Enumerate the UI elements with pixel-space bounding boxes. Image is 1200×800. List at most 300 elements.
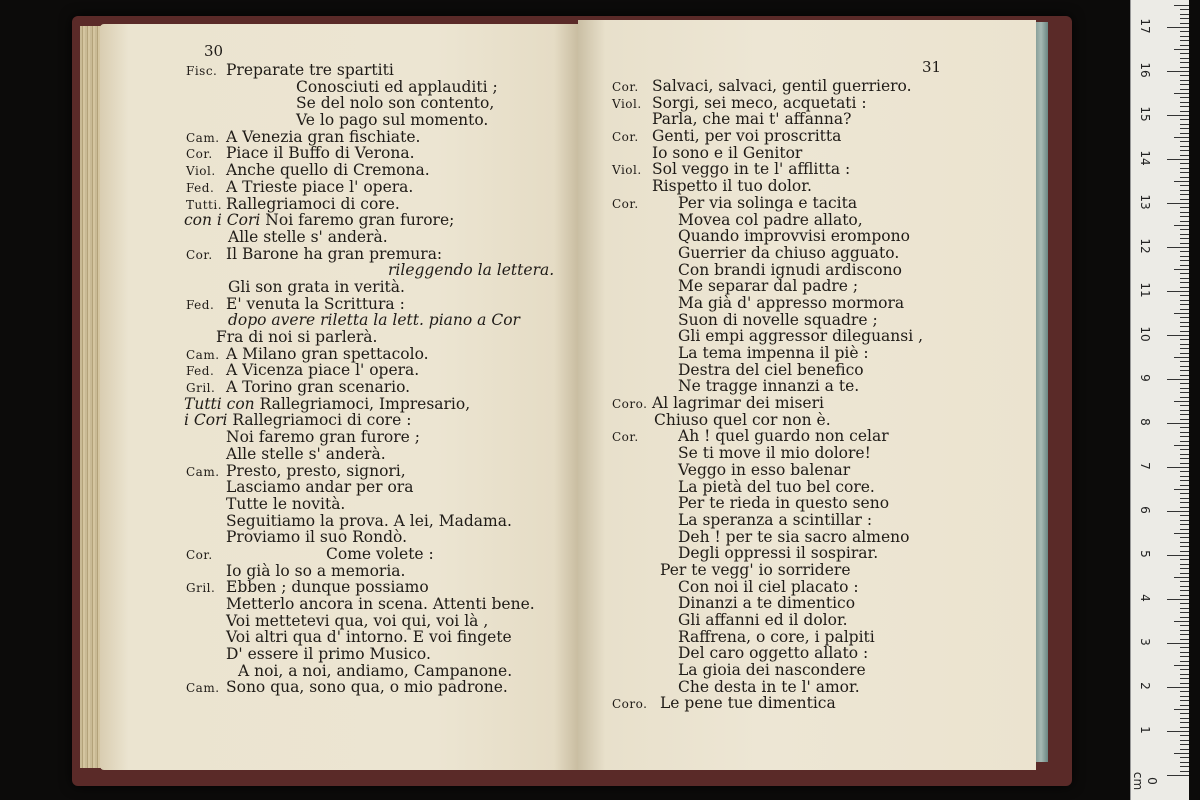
measuring-ruler <box>1130 0 1189 800</box>
ruler-tick <box>1180 612 1189 613</box>
verse-text: Le pene tue dimentica <box>660 694 836 713</box>
ruler-tick <box>1180 705 1189 706</box>
ruler-tick <box>1180 427 1189 428</box>
verse-text: Chiuso quel cor non è. <box>654 410 831 429</box>
text-line <box>186 479 554 496</box>
ruler-tick <box>1180 405 1189 406</box>
ruler-tick <box>1180 265 1189 266</box>
ruler-tick <box>1180 361 1189 362</box>
verse-text: Presto, presto, signori, <box>226 461 406 480</box>
ruler-tick <box>1167 27 1189 28</box>
text-line <box>186 396 554 413</box>
verse-text: Noi faremo gran furore ; <box>226 428 420 447</box>
verse-text: Dinanzi a te dimentico <box>678 594 856 613</box>
verse-text: A Venezia gran fischiate. <box>226 127 421 146</box>
ruler-label: 0 cm <box>1131 771 1159 791</box>
speaker-label: Cor. <box>186 547 213 562</box>
ruler-tick <box>1180 18 1189 19</box>
ruler-tick <box>1180 432 1189 433</box>
verse-text: La gioia dei nascondere <box>678 661 866 680</box>
ruler-tick <box>1174 621 1189 622</box>
ruler-tick <box>1180 172 1189 173</box>
ruler-tick <box>1180 722 1189 723</box>
text-line <box>186 579 554 596</box>
ruler-tick <box>1180 454 1189 455</box>
ruler-tick <box>1167 291 1189 292</box>
verse-text: Sorgi, sei meco, acquetati : <box>652 93 867 112</box>
speaker-label: Fed. <box>186 364 215 379</box>
verse-text: Salvaci, salvaci, gentil guerriero. <box>652 77 912 95</box>
verse-text: A Torino gran scenario. <box>226 378 411 397</box>
ruler-tick <box>1180 62 1189 63</box>
ruler-label: 17 <box>1138 18 1152 34</box>
ruler-tick <box>1180 410 1189 411</box>
ruler-tick <box>1180 678 1189 679</box>
verse-text: La speranza a scintillar : <box>678 510 873 529</box>
speaker-label: Viol. <box>186 164 216 179</box>
verse-text: Suon di novelle squadre ; <box>678 310 878 329</box>
text-line <box>612 629 923 646</box>
ruler-tick <box>1180 524 1189 525</box>
ruler-tick <box>1180 661 1189 662</box>
verse-text: Guerrier da chiuso agguato. <box>678 243 900 262</box>
verse-text: Anche quello di Cremona. <box>226 161 430 180</box>
verse-text: Per via solinga e tacita <box>678 193 858 212</box>
ruler-tick <box>1180 590 1189 591</box>
verse-text: Veggo in esso balenar <box>678 460 851 479</box>
verse-text: Gli empi aggressor dileguansi , <box>678 327 924 346</box>
ruler-tick <box>1180 168 1189 169</box>
text-line <box>612 161 923 178</box>
verse-text: Rallegriamoci di core. <box>226 194 400 213</box>
ruler-label: 1 <box>1138 726 1152 734</box>
ruler-tick <box>1180 744 1189 745</box>
ruler-tick <box>1180 388 1189 389</box>
text-line <box>612 328 923 345</box>
verse-text: Se del nolo son contento, <box>296 94 495 113</box>
ruler-tick <box>1180 295 1189 296</box>
ruler-tick <box>1180 463 1189 464</box>
ruler-tick <box>1180 309 1189 310</box>
verse-text: La tema impenna il piè : <box>678 344 869 362</box>
ruler-label: 11 <box>1138 282 1152 298</box>
text-line <box>612 612 923 629</box>
text-line <box>186 196 554 213</box>
speaker-label: Tutti. <box>186 197 223 212</box>
text-line <box>186 679 554 696</box>
text-line <box>612 562 923 579</box>
speaker-label: Viol. <box>612 96 642 111</box>
verse-text: Gli affanni ed il dolor. <box>678 611 848 629</box>
text-line <box>612 662 923 679</box>
ruler-tick <box>1180 344 1189 345</box>
speaker-label: Cam. <box>186 464 220 479</box>
speaker-label: Cor. <box>612 80 639 94</box>
page-number-right: 31 <box>922 58 942 76</box>
ruler-tick <box>1180 287 1189 288</box>
verse-text: Lasciamo andar per ora <box>226 478 414 497</box>
text-line <box>612 228 923 245</box>
text-line <box>612 345 923 362</box>
left-page-text <box>186 62 554 696</box>
verse-text: Seguitiamo la prova. A lei, Madama. <box>226 511 512 530</box>
ruler-label: 16 <box>1138 62 1152 78</box>
speaker-label: Fisc. <box>186 64 218 78</box>
ruler-tick <box>1180 326 1189 327</box>
ruler-tick <box>1167 203 1189 204</box>
ruler-tick <box>1180 317 1189 318</box>
ruler-tick <box>1180 449 1189 450</box>
verse-text: Movea col padre allato, <box>678 210 863 229</box>
text-line <box>612 195 923 212</box>
ruler-tick <box>1180 586 1189 587</box>
ruler-tick <box>1180 36 1189 37</box>
ruler-tick <box>1180 282 1189 283</box>
ruler-label: 14 <box>1138 150 1152 166</box>
ruler-tick <box>1180 221 1189 222</box>
verse-text: con i Cori Noi faremo gran furore; <box>184 211 455 230</box>
text-line <box>612 312 923 329</box>
verse-text: Proviamo il suo Rondò. <box>226 528 408 547</box>
ruler-tick <box>1180 23 1189 24</box>
ruler-tick <box>1180 89 1189 90</box>
ruler-tick <box>1180 190 1189 191</box>
speaker-label: Coro. <box>612 397 648 412</box>
ruler-tick <box>1180 458 1189 459</box>
verse-text: dopo avere riletta la lett. piano a Cor <box>228 311 520 330</box>
ruler-tick <box>1167 467 1189 468</box>
text-line <box>612 78 923 95</box>
speaker-label: Cor. <box>612 430 639 445</box>
ruler-label: 4 <box>1138 594 1152 602</box>
verse-text: D' essere il primo Musico. <box>226 645 431 664</box>
speaker-label: Cam. <box>186 681 220 696</box>
verse-text: Destra del ciel benefico <box>678 360 864 379</box>
ruler-tick <box>1180 251 1189 252</box>
ruler-tick <box>1180 133 1189 134</box>
verse-text: Ah ! quel guardo non celar <box>678 427 889 446</box>
verse-text: Con brandi ignudi ardiscono <box>678 260 902 279</box>
ruler-tick <box>1180 199 1189 200</box>
verse-text: A Milano gran spettacolo. <box>226 344 429 363</box>
ruler-tick <box>1180 559 1189 560</box>
ruler-tick <box>1180 128 1189 129</box>
ruler-tick <box>1180 696 1189 697</box>
text-line <box>186 246 554 263</box>
text-line <box>612 679 923 696</box>
ruler-tick <box>1180 207 1189 208</box>
ruler-tick <box>1180 80 1189 81</box>
text-line <box>186 529 554 546</box>
text-line <box>186 179 554 196</box>
verse-text: Conosciuti ed applauditi ; <box>296 77 498 96</box>
text-line <box>612 262 923 279</box>
ruler-tick <box>1180 243 1189 244</box>
ruler-label: 13 <box>1138 194 1152 210</box>
verse-text: Piace il Buffo di Verona. <box>226 144 415 163</box>
ruler-tick <box>1180 674 1189 675</box>
text-line <box>186 162 554 179</box>
text-line <box>612 378 923 395</box>
ruler-tick <box>1174 665 1189 666</box>
verse-text: Voi altri qua d' intorno. E voi fingete <box>226 628 512 647</box>
text-line <box>186 646 554 663</box>
ruler-tick <box>1174 313 1189 314</box>
ruler-tick <box>1180 119 1189 120</box>
ruler-tick <box>1180 304 1189 305</box>
text-line <box>612 95 923 112</box>
text-line <box>186 463 554 480</box>
ruler-tick <box>1180 353 1189 354</box>
ruler-tick <box>1180 212 1189 213</box>
ruler-tick <box>1180 414 1189 415</box>
left-page <box>100 24 578 770</box>
text-line <box>186 446 554 463</box>
ruler-tick <box>1180 520 1189 521</box>
speaker-label: Cor. <box>612 130 639 145</box>
ruler-tick <box>1180 45 1189 46</box>
ruler-tick <box>1180 480 1189 481</box>
ruler-tick <box>1180 727 1189 728</box>
text-line <box>186 546 554 563</box>
ruler-tick <box>1180 278 1189 279</box>
text-line <box>186 412 554 429</box>
text-line <box>612 128 923 145</box>
ruler-tick <box>1180 581 1189 582</box>
text-line <box>186 362 554 379</box>
ruler-tick <box>1174 489 1189 490</box>
ruler-tick <box>1180 392 1189 393</box>
ruler-label: 9 <box>1138 374 1152 382</box>
ruler-tick <box>1180 348 1189 349</box>
ruler-tick <box>1180 766 1189 767</box>
verse-text: Che desta in te l' amor. <box>678 677 860 696</box>
ruler-label: 5 <box>1138 550 1152 558</box>
ruler-tick <box>1180 111 1189 112</box>
verse-text: Io sono e il Genitor <box>652 143 803 162</box>
text-line <box>612 428 923 445</box>
ruler-tick <box>1167 71 1189 72</box>
ruler-tick <box>1174 533 1189 534</box>
verse-text: La pietà del tuo bel core. <box>678 477 875 496</box>
ruler-tick <box>1180 700 1189 701</box>
text-line <box>612 395 923 412</box>
text-line <box>186 129 554 146</box>
ruler-tick <box>1180 573 1189 574</box>
verse-text: Sono qua, sono qua, o mio padrone. <box>226 678 508 697</box>
text-line <box>186 613 554 630</box>
text-line <box>186 329 554 346</box>
ruler-tick <box>1180 124 1189 125</box>
verse-text: Parla, che mai t' affanna? <box>652 110 852 129</box>
verse-text: A noi, a noi, andiamo, Campanone. <box>238 661 513 680</box>
ruler-tick <box>1180 106 1189 107</box>
text-line <box>186 346 554 363</box>
ruler-tick <box>1180 53 1189 54</box>
ruler-tick <box>1180 84 1189 85</box>
verse-text: rileggendo la lettera. <box>388 261 555 280</box>
text-line <box>186 496 554 513</box>
verse-text: Tutte le novità. <box>226 494 346 513</box>
speaker-label: Cor. <box>186 147 213 162</box>
speaker-label: Cam. <box>186 130 220 145</box>
text-line <box>612 245 923 262</box>
ruler-tick <box>1180 498 1189 499</box>
text-line <box>612 512 923 529</box>
ruler-tick <box>1180 67 1189 68</box>
ruler-label: 12 <box>1138 238 1152 254</box>
ruler-tick <box>1180 564 1189 565</box>
text-line <box>186 312 554 329</box>
ruler-tick <box>1180 515 1189 516</box>
ruler-tick <box>1180 331 1189 332</box>
speaker-label: Viol. <box>612 163 642 178</box>
ruler-tick <box>1180 14 1189 15</box>
text-line <box>612 579 923 596</box>
speaker-label: Coro. <box>612 697 648 712</box>
verse-text: Me separar dal padre ; <box>678 277 859 296</box>
ruler-tick <box>1180 146 1189 147</box>
speaker-label: Fed. <box>186 180 215 195</box>
ruler-tick <box>1180 155 1189 156</box>
verse-text: Come volete : <box>326 544 434 563</box>
text-line <box>186 262 554 279</box>
verse-text: Genti, per voi proscritta <box>652 127 842 146</box>
text-line <box>612 695 923 712</box>
ruler-tick <box>1180 656 1189 657</box>
verse-text: Ebben ; dunque possiamo <box>226 578 429 597</box>
ruler-tick <box>1180 441 1189 442</box>
verse-text: Alle stelle s' anderà. <box>226 444 386 463</box>
ruler-label: 15 <box>1138 106 1152 122</box>
ruler-tick <box>1180 617 1189 618</box>
text-line <box>612 111 923 128</box>
ruler-tick <box>1180 493 1189 494</box>
verse-text: Raffrena, o core, i palpiti <box>678 627 875 646</box>
ruler-label: 6 <box>1138 506 1152 514</box>
ruler-label: 10 <box>1138 326 1152 342</box>
ruler-tick <box>1167 159 1189 160</box>
ruler-tick <box>1180 31 1189 32</box>
ruler-tick <box>1180 683 1189 684</box>
ruler-tick <box>1174 709 1189 710</box>
verse-text: Rispetto il tuo dolor. <box>652 177 812 196</box>
ruler-tick <box>1180 691 1189 692</box>
ruler-tick <box>1180 771 1189 772</box>
ruler-tick <box>1167 555 1189 556</box>
verse-text: Del caro oggetto allato : <box>678 644 869 663</box>
ruler-tick <box>1180 229 1189 230</box>
text-line <box>186 563 554 580</box>
ruler-tick <box>1180 419 1189 420</box>
text-line <box>612 412 923 429</box>
ruler-tick <box>1174 181 1189 182</box>
page-edges-right <box>1034 22 1048 762</box>
speaker-label: Cor. <box>186 247 213 262</box>
verse-text: Gli son grata in verità. <box>228 277 405 296</box>
text-line <box>612 445 923 462</box>
ruler-tick <box>1180 75 1189 76</box>
ruler-tick <box>1180 177 1189 178</box>
text-line <box>186 112 554 129</box>
ruler-tick <box>1180 762 1189 763</box>
ruler-tick <box>1180 375 1189 376</box>
verse-text: Tutti con Rallegriamoci, Impresario, <box>184 394 471 413</box>
text-line <box>186 145 554 162</box>
text-line <box>612 595 923 612</box>
verse-text: Preparate tre spartiti <box>226 61 394 79</box>
text-line <box>612 545 923 562</box>
ruler-tick <box>1180 625 1189 626</box>
ruler-tick <box>1180 185 1189 186</box>
text-line <box>612 145 923 162</box>
text-line <box>186 79 554 96</box>
verse-text: Deh ! per te sia sacro almeno <box>678 527 910 546</box>
right-page-text <box>612 78 923 712</box>
speaker-label: Cor. <box>612 196 639 211</box>
ruler-tick <box>1174 753 1189 754</box>
ruler-tick <box>1167 599 1189 600</box>
text-line <box>186 629 554 646</box>
text-line <box>612 362 923 379</box>
ruler-tick <box>1180 652 1189 653</box>
ruler-tick <box>1167 335 1189 336</box>
ruler-tick <box>1180 647 1189 648</box>
ruler-tick <box>1180 718 1189 719</box>
verse-text: Alle stelle s' anderà. <box>228 227 388 246</box>
text-line <box>612 479 923 496</box>
text-line <box>186 95 554 112</box>
ruler-tick <box>1174 269 1189 270</box>
ruler-tick <box>1180 551 1189 552</box>
ruler-tick <box>1167 775 1189 776</box>
ruler-tick <box>1180 9 1189 10</box>
verse-text: Ve lo pago sul momento. <box>296 111 489 130</box>
verse-text: Se ti move il mio dolore! <box>678 444 871 463</box>
ruler-tick <box>1167 423 1189 424</box>
text-line <box>612 495 923 512</box>
ruler-tick <box>1180 102 1189 103</box>
text-line <box>612 278 923 295</box>
text-line <box>186 663 554 680</box>
text-line <box>186 212 554 229</box>
verse-text: Voi mettetevi qua, voi qui, voi là , <box>226 611 489 630</box>
ruler-tick <box>1180 542 1189 543</box>
ruler-tick <box>1180 383 1189 384</box>
ruler-tick <box>1180 740 1189 741</box>
ruler-tick <box>1180 273 1189 274</box>
ruler-tick <box>1180 749 1189 750</box>
speaker-label: Gril. <box>186 581 216 596</box>
ruler-label: 8 <box>1138 418 1152 426</box>
text-line <box>612 178 923 195</box>
speaker-label: Fed. <box>186 297 215 312</box>
ruler-label: 7 <box>1138 462 1152 470</box>
ruler-tick <box>1174 137 1189 138</box>
verse-text: Ma già d' appresso mormora <box>678 293 905 312</box>
ruler-tick <box>1180 234 1189 235</box>
ruler-tick <box>1180 150 1189 151</box>
ruler-tick <box>1180 713 1189 714</box>
page-number-left: 30 <box>204 42 224 60</box>
text-line <box>186 229 554 246</box>
ruler-tick <box>1180 339 1189 340</box>
ruler-tick <box>1174 5 1189 6</box>
ruler-tick <box>1180 608 1189 609</box>
ruler-tick <box>1180 757 1189 758</box>
verse-text: Al lagrimar dei miseri <box>652 394 824 413</box>
ruler-tick <box>1180 163 1189 164</box>
